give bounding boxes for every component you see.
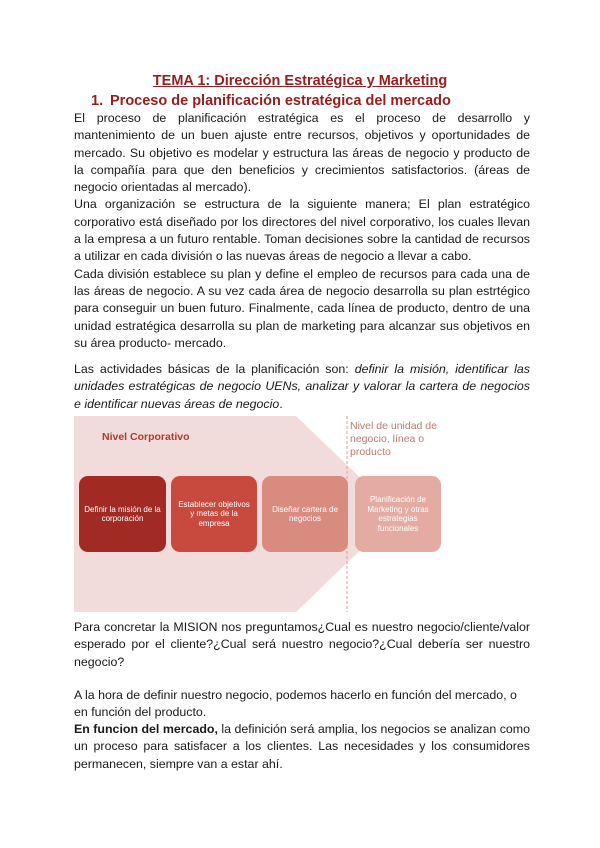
paragraph-define-business: A la hora de definir nuestro negocio, podemos hacerlo en función del mercado, o en función del producto. <box>74 688 517 720</box>
market-definition-lead: En funcion del mercado, <box>74 722 218 736</box>
paragraph-organization: Una organización se estructura de la siguiente manera; El plan estratégico corporativo está diseñado por los directores del nivel corporativo, los cuales llevan a la empresa a un futuro rentable. Toman decisiones sobre la cantidad de recursos a utilizar en cada división o las nuevas áreas de negocio a llevar a cabo. <box>74 197 530 264</box>
unit-level-label: Nivel de unidad de negocio, línea o producto <box>350 420 437 458</box>
section-number: 1. <box>91 93 104 109</box>
activities-end: . <box>279 396 283 411</box>
activities-lead: Las actividades básicas de la planificación son: <box>74 362 355 376</box>
activities-list: definir la misión, identificar las unidades estratégicas de negocio UENs, analizar y valorar la cartera de negocios e identificar nuevas áreas de negocio <box>74 362 530 411</box>
paragraph-mission: Para concretar la MISION nos preguntamos¿Cual es nuestro negocio/cliente/valor esperado por el cliente?¿Cual será nuestro negocio?¿Cual debería ser nuestro negocio? <box>74 620 530 669</box>
box-define-mission: Definir la misión de la corporación <box>79 476 166 552</box>
corporate-level-label: Nivel Corporativo <box>102 431 190 443</box>
planning-diagram <box>74 416 460 613</box>
paragraph-market-definition <box>74 721 530 773</box>
document-title: TEMA 1: Dirección Estratégica y Marketing <box>152 73 448 89</box>
box-marketing-planning: Planificación de Marketing y otras estrategias funcionales <box>355 476 441 552</box>
paragraph-activities <box>74 361 530 413</box>
section-title: Proceso de planificación estratégica del mercado <box>110 93 451 109</box>
paragraph-intro: El proceso de planificación estratégica es el proceso de desarrollo y mantenimiento de un buen ajuste entre recursos, objetivos y oportunidades de mercado. Su objetivo es modelar y estructura las áreas de negocio y producto de la compañía para que den beneficios y crecimientos satisfactorios. (áreas de negocio orientadas al mercado). <box>74 111 530 195</box>
paragraph-division: Cada división establece su plan y define el empleo de recursos para cada una de las áreas de negocio. A su vez cada área de negocio desarrolla su plan estrtégico para conseguir un buen futuro. Finalmente, cada línea de producto, dentro de una unidad estratégica desarrolla su plan de marketing para alcanzar sus objetivos en su área producto- mercado. <box>74 266 530 350</box>
box-set-objectives: Establecer objetivos y metas de la empresa <box>171 476 257 552</box>
paragraph-block-1 <box>74 110 530 352</box>
market-definition-text: la definición será amplia, los negocios se analizan como un proceso para satisfacer a los clientes. Las necesidades y los consumidores permanecen, siempre van a estar ahí. <box>74 722 530 771</box>
box-design-portfolio: Diseñar cartera de negocios <box>262 476 348 552</box>
section-heading <box>91 93 451 109</box>
